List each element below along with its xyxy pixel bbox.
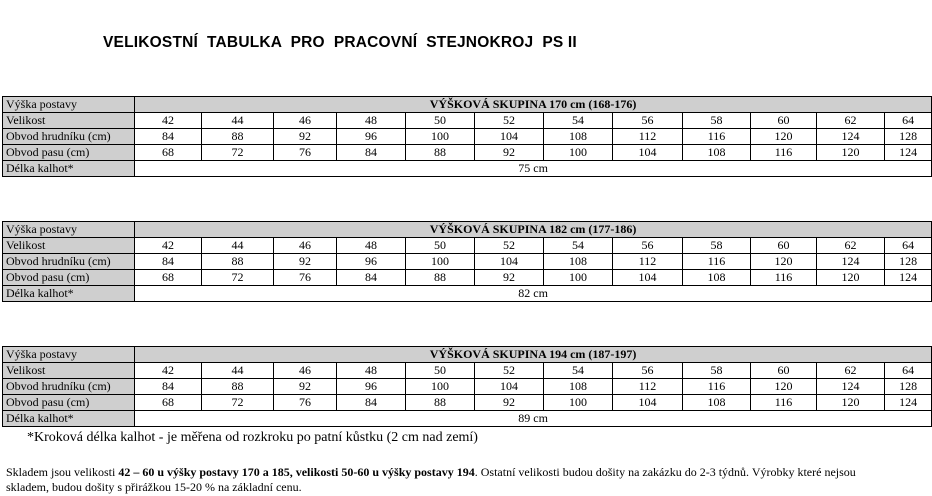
row-label-height: Výška postavy [3,97,135,113]
stock-note-prefix: Skladem jsou velikosti [6,465,119,479]
size-cell: 44 [202,238,274,254]
waist-cell: 104 [613,145,683,161]
size-cell: 50 [406,113,475,129]
waist-cell: 92 [475,145,544,161]
size-cell: 56 [613,113,683,129]
size-cell: 58 [683,113,751,129]
waist-cell: 120 [817,145,885,161]
table-row [3,222,932,238]
chest-cell: 112 [613,254,683,270]
waist-cell: 104 [613,395,683,411]
size-cell: 48 [337,363,406,379]
size-cell: 46 [274,363,337,379]
waist-cell: 124 [885,395,932,411]
chest-cell: 92 [274,129,337,145]
chest-cell: 100 [406,254,475,270]
waist-cell: 88 [406,145,475,161]
size-cell: 58 [683,363,751,379]
row-label-trousers: Délka kalhot* [3,286,135,302]
size-cell: 60 [751,238,817,254]
waist-cell: 92 [475,395,544,411]
chest-cell: 100 [406,379,475,395]
waist-cell: 116 [751,145,817,161]
row-label-size: Velikost [3,113,135,129]
size-cell: 58 [683,238,751,254]
table-row [3,379,932,395]
waist-cell: 92 [475,270,544,286]
size-cell: 62 [817,113,885,129]
table-row [3,395,932,411]
waist-cell: 88 [406,395,475,411]
table-row [3,97,932,113]
page-title: VELIKOSTNÍ TABULKA PRO PRACOVNÍ STEJNOKROJ PS II [103,34,577,51]
table-row [3,238,932,254]
chest-cell: 116 [683,129,751,145]
row-label-chest: Obvod hrudníku (cm) [3,129,135,145]
chest-cell: 120 [751,129,817,145]
row-label-trousers: Délka kalhot* [3,411,135,427]
waist-cell: 116 [751,270,817,286]
waist-cell: 68 [135,270,202,286]
table-row [3,363,932,379]
chest-cell: 84 [135,129,202,145]
size-cell: 46 [274,113,337,129]
size-cell: 44 [202,363,274,379]
size-cell: 54 [544,113,613,129]
chest-cell: 128 [885,379,932,395]
chest-cell: 124 [817,379,885,395]
table-row [3,129,932,145]
waist-cell: 84 [337,270,406,286]
size-table-group-194 [2,346,932,427]
row-label-waist: Obvod pasu (cm) [3,270,135,286]
waist-cell: 76 [274,270,337,286]
chest-cell: 116 [683,254,751,270]
chest-cell: 84 [135,379,202,395]
size-cell: 56 [613,238,683,254]
chest-cell: 104 [475,129,544,145]
chest-cell: 120 [751,379,817,395]
row-label-size: Velikost [3,363,135,379]
table-row [3,270,932,286]
table-row [3,411,932,427]
chest-cell: 92 [274,379,337,395]
size-cell: 54 [544,238,613,254]
table-row [3,145,932,161]
row-label-chest: Obvod hrudníku (cm) [3,379,135,395]
size-cell: 42 [135,113,202,129]
waist-cell: 124 [885,270,932,286]
chest-cell: 108 [544,379,613,395]
waist-cell: 72 [202,145,274,161]
waist-cell: 76 [274,145,337,161]
waist-cell: 108 [683,145,751,161]
size-cell: 64 [885,238,932,254]
size-cell: 52 [475,113,544,129]
row-label-waist: Obvod pasu (cm) [3,395,135,411]
waist-cell: 120 [817,270,885,286]
size-cell: 48 [337,238,406,254]
waist-cell: 124 [885,145,932,161]
row-label-chest: Obvod hrudníku (cm) [3,254,135,270]
waist-cell: 84 [337,395,406,411]
chest-cell: 96 [337,254,406,270]
size-cell: 50 [406,238,475,254]
stock-note [6,465,896,495]
waist-cell: 88 [406,270,475,286]
chest-cell: 112 [613,379,683,395]
waist-cell: 72 [202,395,274,411]
table-row [3,113,932,129]
stock-note-bold: 42 – 60 u výšky postavy 170 a 185, velikosti 50-60 u výšky postavy 194 [118,465,475,479]
row-label-trousers: Délka kalhot* [3,161,135,177]
chest-cell: 96 [337,379,406,395]
size-cell: 50 [406,363,475,379]
chest-cell: 128 [885,254,932,270]
stock-note-suffix: . Ostatní velikosti budou došity na zakázku do 2-3 týdnů. Výrobky které nejsou skladem, budou došity s přirážkou 15-20 % na základní cenu. [6,465,856,494]
row-label-height: Výška postavy [3,222,135,238]
row-label-size: Velikost [3,238,135,254]
size-cell: 60 [751,113,817,129]
chest-cell: 108 [544,254,613,270]
size-cell: 64 [885,113,932,129]
waist-cell: 100 [544,270,613,286]
trouser-length-value: 82 cm [135,286,932,302]
size-cell: 48 [337,113,406,129]
table-row [3,161,932,177]
chest-cell: 128 [885,129,932,145]
waist-cell: 84 [337,145,406,161]
size-cell: 42 [135,238,202,254]
size-table-group-170 [2,96,932,177]
size-cell: 46 [274,238,337,254]
size-cell: 62 [817,238,885,254]
chest-cell: 88 [202,379,274,395]
waist-cell: 116 [751,395,817,411]
chest-cell: 124 [817,129,885,145]
table-row [3,254,932,270]
size-cell: 52 [475,363,544,379]
size-cell: 60 [751,363,817,379]
chest-cell: 120 [751,254,817,270]
chest-cell: 124 [817,254,885,270]
chest-cell: 104 [475,254,544,270]
size-cell: 56 [613,363,683,379]
waist-cell: 68 [135,145,202,161]
height-group-heading: VÝŠKOVÁ SKUPINA 194 cm (187-197) [135,347,932,363]
size-cell: 42 [135,363,202,379]
row-label-waist: Obvod pasu (cm) [3,145,135,161]
chest-cell: 96 [337,129,406,145]
chest-cell: 112 [613,129,683,145]
chest-cell: 88 [202,129,274,145]
size-cell: 62 [817,363,885,379]
waist-cell: 100 [544,145,613,161]
table-row [3,286,932,302]
chest-cell: 108 [544,129,613,145]
waist-cell: 108 [683,395,751,411]
trouser-length-value: 89 cm [135,411,932,427]
chest-cell: 104 [475,379,544,395]
chest-cell: 84 [135,254,202,270]
waist-cell: 104 [613,270,683,286]
waist-cell: 72 [202,270,274,286]
size-cell: 52 [475,238,544,254]
size-table-group-182 [2,221,932,302]
waist-cell: 76 [274,395,337,411]
size-cell: 44 [202,113,274,129]
size-cell: 54 [544,363,613,379]
waist-cell: 100 [544,395,613,411]
waist-cell: 120 [817,395,885,411]
table-row [3,347,932,363]
chest-cell: 92 [274,254,337,270]
chest-cell: 100 [406,129,475,145]
trouser-length-footnote: *Kroková délka kalhot - je měřena od rozkroku po patní kůstku (2 cm nad zemí) [27,430,478,445]
size-cell: 64 [885,363,932,379]
chest-cell: 88 [202,254,274,270]
height-group-heading: VÝŠKOVÁ SKUPINA 182 cm (177-186) [135,222,932,238]
waist-cell: 68 [135,395,202,411]
waist-cell: 108 [683,270,751,286]
chest-cell: 116 [683,379,751,395]
trouser-length-value: 75 cm [135,161,932,177]
row-label-height: Výška postavy [3,347,135,363]
height-group-heading: VÝŠKOVÁ SKUPINA 170 cm (168-176) [135,97,932,113]
